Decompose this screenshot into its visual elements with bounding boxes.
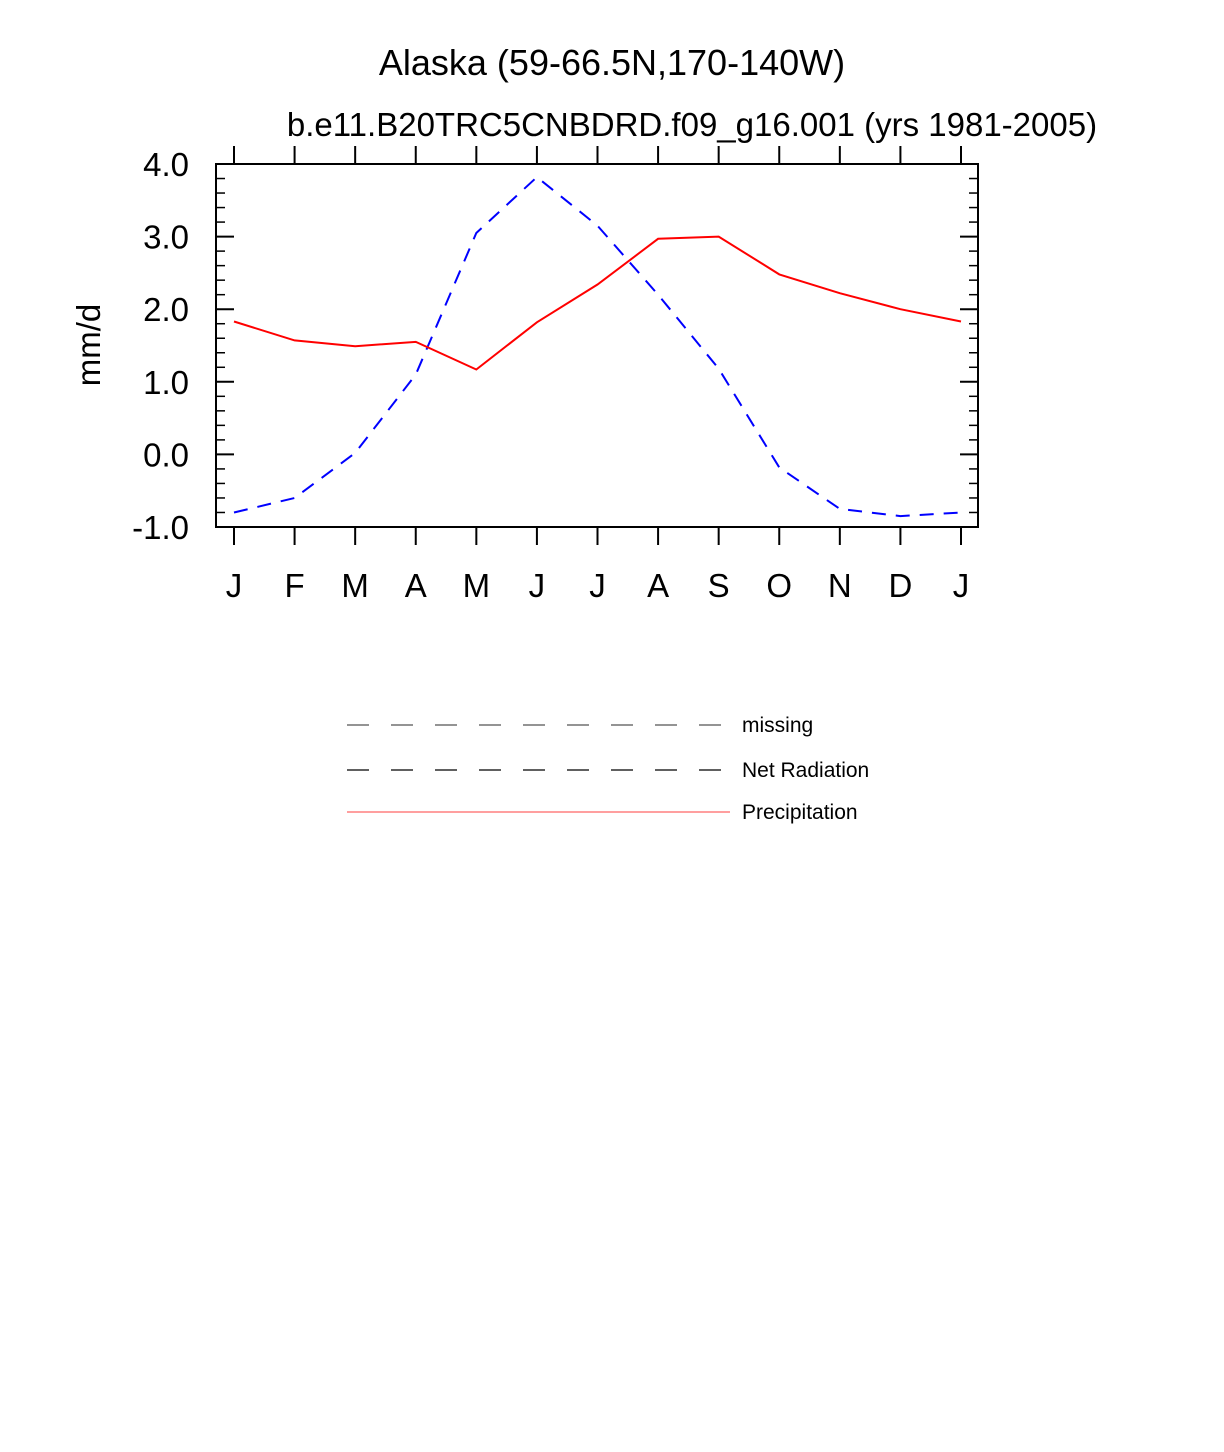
legend-label-missing: missing xyxy=(742,714,814,737)
legend-label-net-radiation: Net Radiation xyxy=(742,759,870,782)
y-tick-label: 0.0 xyxy=(143,436,189,474)
x-tick-label: J xyxy=(952,567,970,604)
y-tick-label: -1.0 xyxy=(132,509,189,546)
x-tick-label: J xyxy=(225,567,243,604)
legend-label-precipitation: Precipitation xyxy=(742,801,858,824)
x-tick-label: N xyxy=(827,567,852,604)
x-tick-label: F xyxy=(284,567,305,604)
y-axis-label: mm/d xyxy=(70,303,107,387)
x-tick-label: M xyxy=(462,567,491,604)
x-tick-label: A xyxy=(404,567,427,604)
plot-area xyxy=(132,146,978,604)
y-tick-label: 2.0 xyxy=(143,291,189,329)
series-layer xyxy=(234,177,961,516)
y-tick-label: 3.0 xyxy=(143,218,189,256)
x-tick-label: A xyxy=(647,567,670,604)
x-tick-label: J xyxy=(589,567,606,604)
legend xyxy=(347,714,869,824)
y-tick-label: 4.0 xyxy=(143,146,189,183)
series-line-net-radiation xyxy=(234,177,961,516)
series-line-precipitation xyxy=(234,237,961,370)
x-tick-label: J xyxy=(528,567,546,604)
x-tick-label: M xyxy=(341,567,369,604)
major-ticks xyxy=(216,146,978,545)
minor-ticks xyxy=(216,179,978,513)
chart-subtitle: b.e11.B20TRC5CNBDRD.f09_g16.001 (yrs 1981-2005) xyxy=(286,106,1098,143)
y-tick-labels xyxy=(132,146,189,546)
x-tick-labels xyxy=(226,567,970,604)
chart-title: Alaska (59-66.5N,170-140W) xyxy=(378,42,846,83)
y-tick-label: 1.0 xyxy=(143,363,189,401)
x-tick-label: S xyxy=(707,567,730,604)
x-tick-label: O xyxy=(766,567,793,604)
x-tick-label: D xyxy=(888,567,913,604)
